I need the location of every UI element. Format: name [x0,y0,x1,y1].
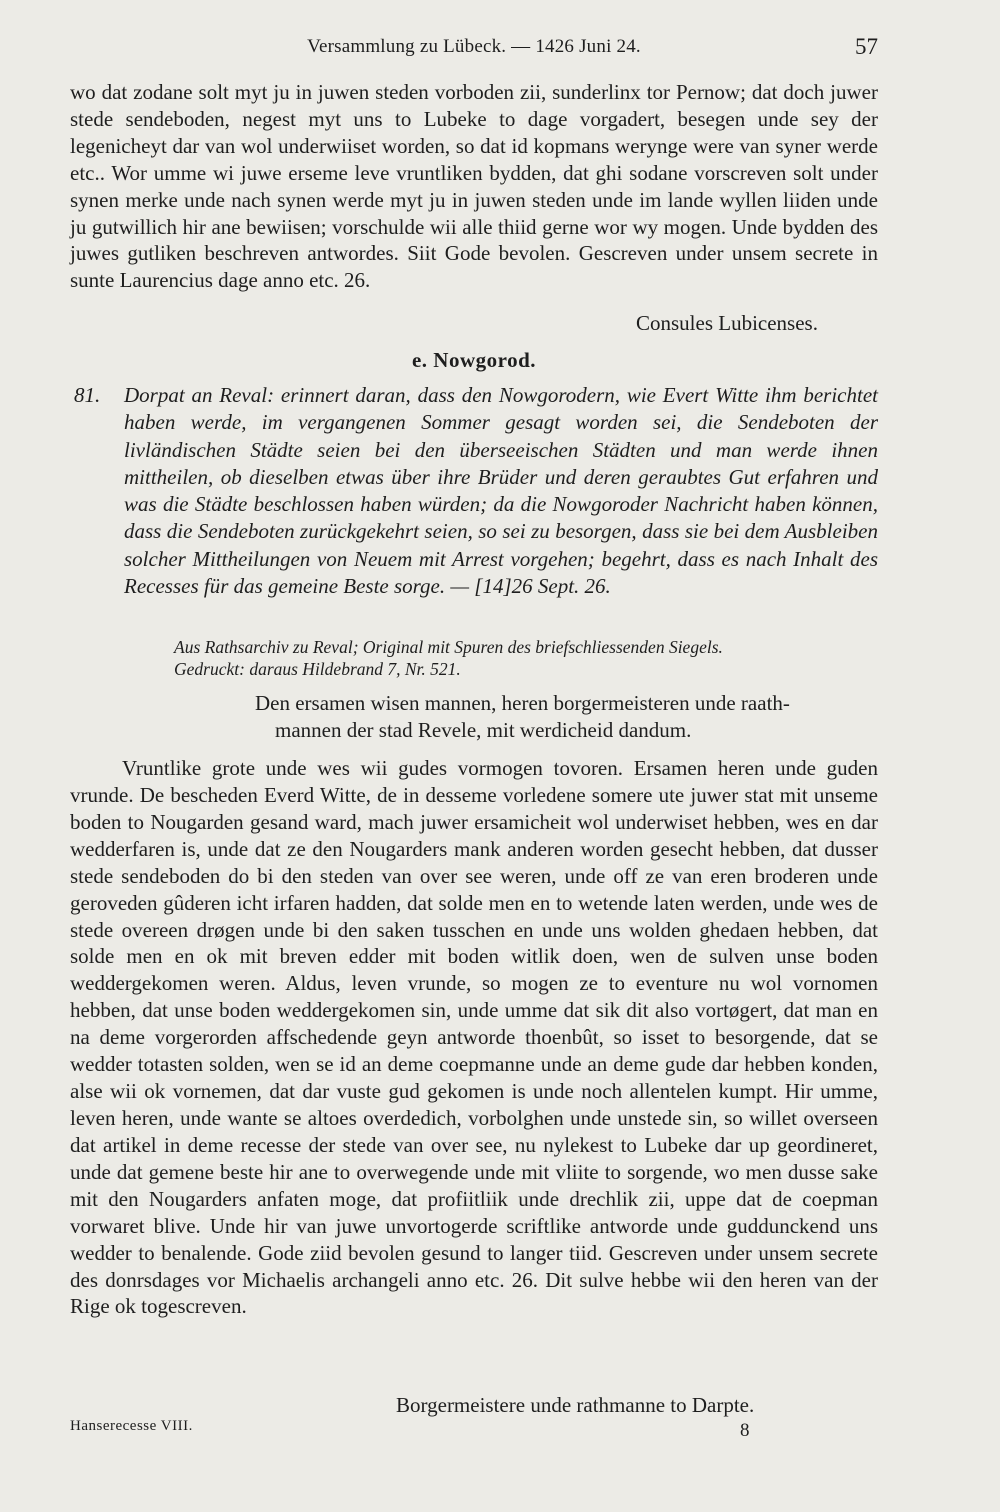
source-line-printed: Gedruckt: daraus Hildebrand 7, Nr. 521. [174,659,461,679]
continuation-text: wo dat zodane solt myt ju in juwen steden vorboden zii, sunderlinx tor Pernow; dat doch juwer stede sendeboden, negest myt uns to Lubeke to dage vorgadert, besegen unde sey der legenicheyt dar van wol underwiiset worden, so dat id kopmans werynge were van syner werde etc.. Wor umme wi juwe erseme leve vruntliken bydden, dat ghi sodane vorscreven solt under synen merke unde nach synen werde myt ju in juwen steden unde im lande wyllen liiden unde ju gutwillich hir ane bewiisen; vorschulde wii alle thiid gerne wor wy mogen. Unde bydden des juwes gutliken beschreven antwordes. Siit Gode bevolen. Gescreven under unsem secrete in sunte Laurencius dage anno etc. 26. [70,80,878,293]
page-header [70,34,878,64]
running-head: Versammlung zu Lübeck. — 1426 Juni 24. [307,36,641,57]
footer-sheet-number: 8 [740,1420,750,1441]
letter-address [255,690,875,744]
entry-number: 81. [74,383,101,407]
footer-series: Hanserecesse VIII. [70,1418,193,1434]
address-line-2: mannen der stad Revele, mit werdicheid dandum. [275,718,692,742]
entry-81 [70,382,878,600]
page-number: 57 [855,34,878,59]
letter-body: Vruntlike grote unde wes wii gudes vormogen tovoren. Ersamen heren unde guden vrunde. De bescheden Everd Witte, de in desseme vorledene somere ute juwer stat mit unseme boden to Nougarden gesand ward, mach juwer ersamicheit wol underwiset hebben, wes en dar wedderfaren is, unde dat ze den Nougarders mank anderen worden gesecht hebben, dat dusser stede sendeboden do bi den steden van over see weren, unde off ze van eren broderen unde geroveden gûderen icht irfaren hadden, dat solde men en to wetende laten werden, unde wes de stede overeen drøgen unde bi den saken tusschen en unde uns wolden ghedaen hebben, dat solde men en ok mit breven edder mit boden witlik doen, wen de sulven unse boden weddergekomen weren. Aldus, leven vrunde, so mogen ze to eventure nu wol vornomen hebben, dat unse boden weddergekomen sin, unde umme dat sik dit also vortøgert, dat man en na deme vorgerorden affschedende geyn antworde thoenbût, so isset to besorgende, dat se wedder totasten solden, wen se id an deme coepmanne unde an deme gude dar hebben konden, alse wii ok vornemen, dat dar vuste gud gekomen is unde noch allentelen kumpt. Hir umme, leven heren, unde wante se altoes overdedich, vorbolghen unde unstede sin, so willet overseen dat artikel in deme recesse der stede van over see, nu nylekest to Lubeke dar up geordineret, unde dat gemene beste hir ane to overwegende unde mit vliite to sorgende, wo men dusse sake mit den Nougarders anfaten moge, dat profiitliik unde drechlik zii, uppe dat de coepman vorwaret blive. Unde hir van juwe unvortogerde scriftlike antworde unde guddunckend uns wedder to benalende. Gode ziid bevolen gesund to langer tiid. Gescreven under unsem secrete des donrsdages vor Michaelis archangeli anno etc. 26. Dit sulve hebbe wii den heren van der Rige ok togescreven. [70,756,878,1319]
source-line-archive: Aus Rathsarchiv zu Reval; Original mit Spuren des briefschliessenden Siegels. [174,637,723,657]
continuation-block [70,79,878,294]
continuation-signature: Consules Lubicenses. [636,311,818,335]
letter-signature: Borgermeistere unde rathmanne to Darpte. [396,1393,755,1417]
source-note [174,636,874,680]
section-heading: e. Nowgorod. [411,348,537,372]
entry-summary: Dorpat an Reval: erinnert daran, dass den Nowgorodern, wie Evert Witte ihm berichtet haben werde, im vergangenen Sommer gesagt worden sei, die Sendeboten der livländischen Städte seien bei den überseeischen Städten und man werde ihnen mittheilen, ob dieselben etwas über ihre Brüder und deren geraubtes Gut erfahren und was die Städte beschlossen haben würden; da die Nowgoroder Nachricht haben können, dass die Sendeboten zurückgekehrt seien, so sei zu besorgen, dass sie bei dem Ausbleiben solcher Mittheilungen von Neuem mit Arrest vorgehen; begehrt, dass es nach Inhalt des Recesses für das gemeine Beste sorge. — [14]26 Sept. 26. [124,383,878,599]
address-line-1: Den ersamen wisen mannen, heren borgermeisteren unde raath- [255,691,790,715]
